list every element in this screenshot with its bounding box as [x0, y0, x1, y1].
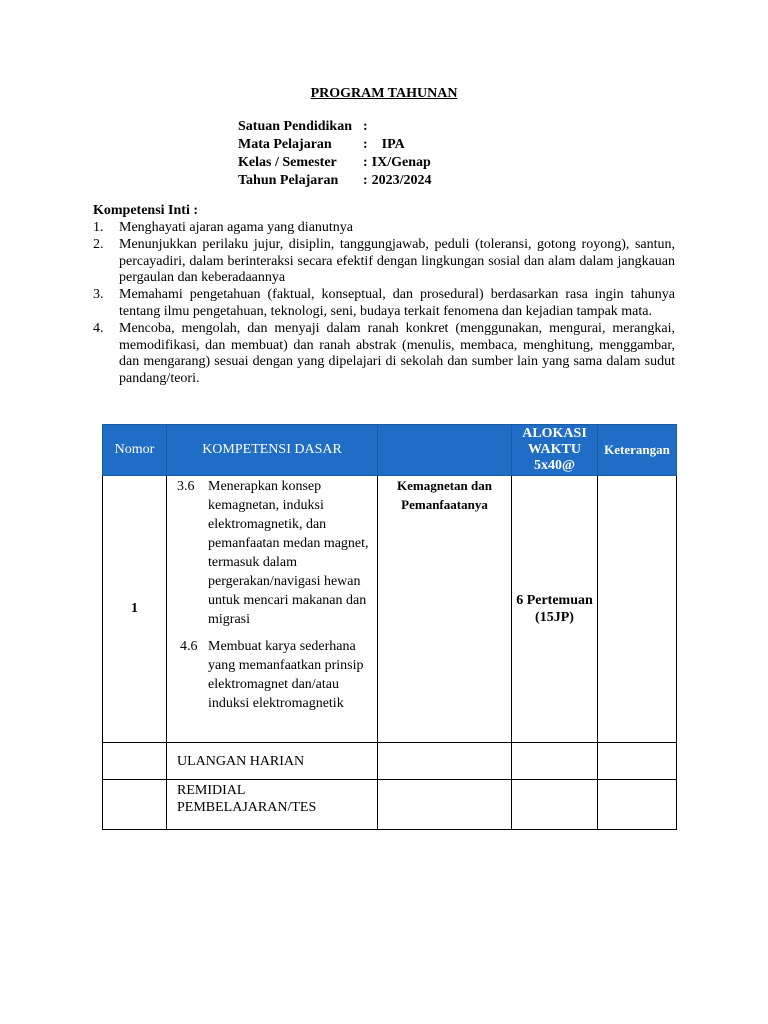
identity-value: IPA [381, 137, 405, 152]
identity-label: Tahun Pelajaran [238, 173, 339, 188]
identity-value: 2023/2024 [371, 173, 432, 188]
identity-label: Satuan Pendidikan [238, 119, 352, 134]
identity-separator: : [363, 173, 368, 188]
header-nomor: Nomor [103, 425, 167, 476]
kd-text: Menerapkan konsep kemagnetan, induksi elektromagnetik, dan pemanfaatan medan magnet, termasuk dalam pergerakan/navigasi hewan untuk mencari makanan dan migrasi [208, 479, 369, 627]
cell-remidial [167, 780, 378, 830]
cell-nomor [103, 743, 167, 780]
item-number: 3. [93, 287, 104, 303]
item-number: 2. [93, 236, 104, 252]
identity-separator: : [363, 155, 368, 170]
alokasi-line: 6 Pertemuan [516, 593, 593, 608]
identity-label: Kelas / Semester [238, 155, 337, 170]
cell-alokasi-waktu [512, 780, 598, 830]
item-text: Menghayati ajaran agama yang dianutnya [119, 220, 354, 235]
item-text: Mencoba, mengolah, dan menyaji dalam ranah konkret (menggunakan, mengurai, merangkai, memodifikasi, dan membuat) dan ranah abstrak (menulis, membaca, menghitung, menggambar, dan mengarang) sesuai dengan yang dipelajari di sekolah dan sumber lain yang sama dalam sudut pandang/teori. [119, 320, 675, 387]
identity-separator: : [363, 137, 368, 152]
cell-materi [378, 743, 512, 780]
identity-separator: : [363, 119, 368, 134]
identity-row-kelas [238, 154, 432, 172]
identity-block [238, 118, 432, 190]
identity-row-satuan [238, 118, 432, 136]
kompetensi-inti-list [93, 220, 675, 388]
document-title [0, 86, 768, 102]
header-alokasi-waktu [512, 425, 598, 476]
remidial-line: REMIDIAL [177, 783, 246, 798]
item-text: Memahami pengetahuan (faktual, konseptual, dan prosedural) berdasarkan rasa ingin tahunya tentang ilmu pengetahuan, teknologi, seni, budaya terkait fenomena dan kejadian tampak mata. [119, 287, 675, 319]
kd-text: Membuat karya sederhana yang memanfaatkan prinsip elektromagnet dan/atau induksi elektromagnetik [208, 639, 364, 711]
table-row [103, 743, 677, 780]
identity-row-mapel [238, 136, 432, 154]
header-alokasi-line: ALOKASI [522, 426, 587, 441]
header-keterangan: Keterangan [598, 425, 677, 476]
identity-label: Mata Pelajaran [238, 137, 332, 152]
table-row [103, 476, 677, 743]
cell-materi [378, 780, 512, 830]
cell-keterangan [598, 780, 677, 830]
document-title-text: PROGRAM TAHUNAN [310, 86, 458, 101]
alokasi-line: (15JP) [535, 610, 574, 625]
cell-nomor [103, 780, 167, 830]
table-header-row [103, 425, 677, 476]
cell-alokasi-waktu [512, 476, 598, 743]
cell-materi: Kemagnetan dan Pemanfaatanya [378, 476, 512, 743]
kompetensi-inti-item [93, 287, 675, 321]
cell-nomor: 1 [103, 476, 167, 743]
cell-kompetensi-dasar [167, 476, 378, 743]
cell-keterangan [598, 743, 677, 780]
kompetensi-inti-heading: Kompetensi Inti : [93, 203, 198, 218]
table-row [103, 780, 677, 830]
kd-item [177, 637, 377, 713]
kompetensi-inti-item [93, 321, 675, 388]
item-number: 4. [93, 320, 104, 336]
kd-number: 3.6 [177, 479, 195, 494]
program-table [102, 424, 677, 830]
kompetensi-inti-item [93, 220, 675, 237]
item-text: Menunjukkan perilaku jujur, disiplin, tanggungjawab, peduli (toleransi, gotong royong), santun, percayadiri, dalam berinteraksi secara efektif dengan lingkungan sosial dan alam dalam jangkauan pergaulan dan keberadaannya [119, 236, 675, 286]
header-alokasi-line: WAKTU [528, 442, 581, 457]
identity-row-tahun [238, 172, 432, 190]
header-materi [378, 425, 512, 476]
remidial-line: PEMBELAJARAN/TES [177, 800, 317, 815]
item-number: 1. [93, 220, 104, 235]
kompetensi-inti-item [93, 237, 675, 287]
cell-ulangan-harian: ULANGAN HARIAN [167, 743, 378, 780]
kd-number: 4.6 [180, 639, 198, 654]
cell-keterangan [598, 476, 677, 743]
header-alokasi-line: 5x40@ [533, 458, 576, 473]
identity-value: IX/Genap [371, 155, 431, 170]
kd-item [177, 477, 377, 629]
header-kompetensi-dasar: KOMPETENSI DASAR [167, 425, 378, 476]
cell-alokasi-waktu [512, 743, 598, 780]
